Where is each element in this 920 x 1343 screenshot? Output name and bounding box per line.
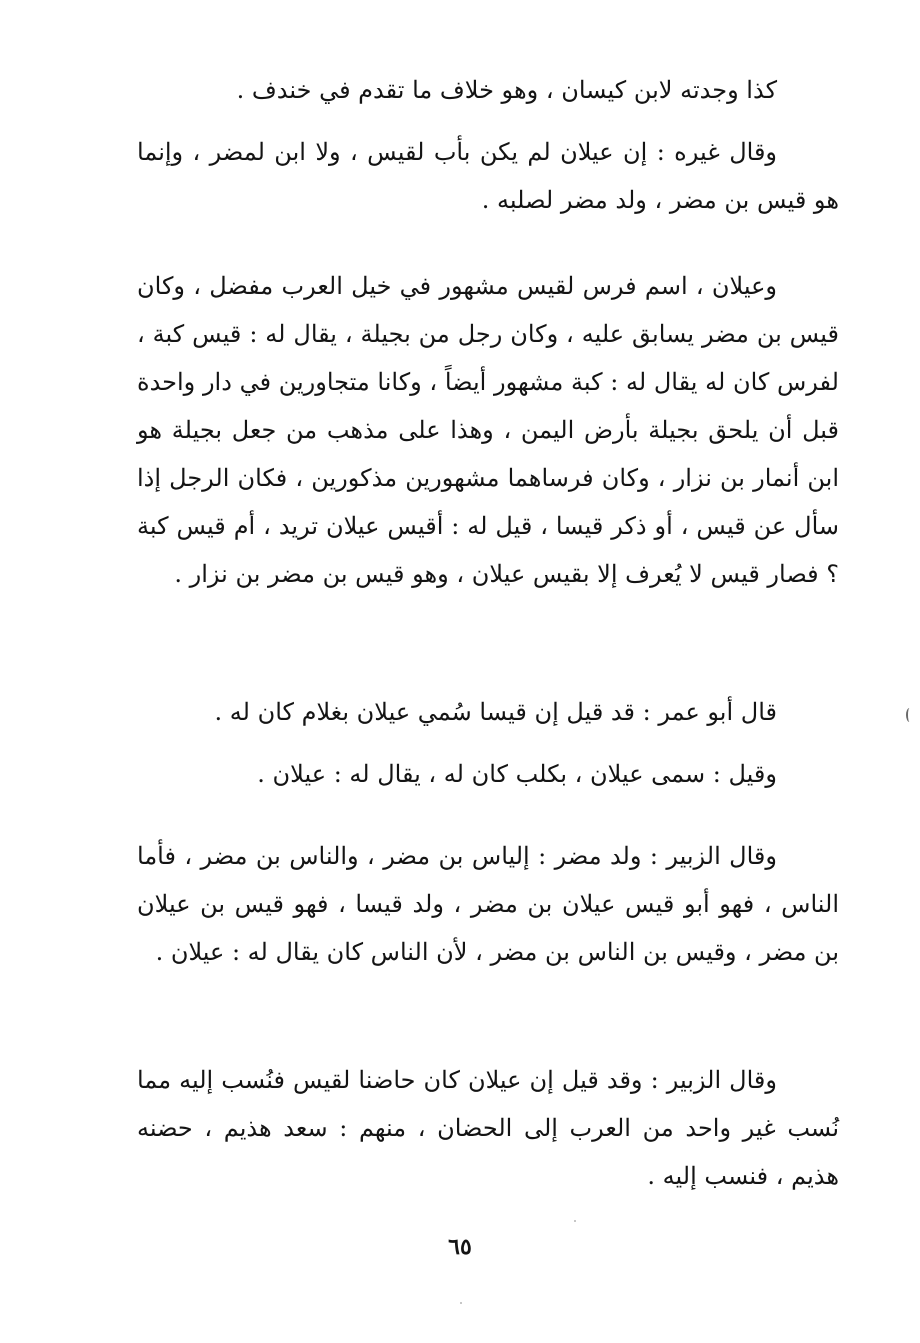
scan-speck: [574, 1220, 576, 1222]
paragraph-3: وعيلان ، اسم فرس لقيس مشهور في خيل العرب مفضل ، وكان قيس بن مضر يسابق عليه ، وكان رجل من بجيلة ، يقال له : قيس كبة ، لفرس كان له يقال له : كبة مشهور أيضاً ، وكانا متجاورين في دار واحدة قبل أن يلحق بجيلة بأرض اليمن ، وهذا على مذهب من جعل بجيلة هو ابن أنمار بن نزار ، وكان فرساهما مشهورين مذكورين ، فكان الرجل إذا سأل عن قيس ، أو ذكر قيسا ، قيل له : أقيس عيلان تريد ، أم قيس كبة ؟ فصار قيس لا يُعرف إلا بقيس عيلان ، وهو قيس بن مضر بن نزار .: [137, 272, 839, 588]
paragraph-1: كذا وجدته لابن كيسان ، وهو خلاف ما تقدم في خندف .: [236, 76, 777, 104]
page-number: ٦٥: [448, 1234, 472, 1260]
scan-speck: [460, 1302, 462, 1304]
paragraph-7: وقال الزبير : وقد قيل إن عيلان كان حاضنا لقيس فنُسب إليه مما نُسب غير واحد من العرب إلى الحضان ، منهم : سعد هذيم ، حضنه هذيم ، فنسب إليه .: [137, 1066, 839, 1190]
margin-mark: [906, 708, 913, 722]
paragraph-4: قال أبو عمر : قد قيل إن قيسا سُمي عيلان بغلام كان له .: [214, 698, 777, 726]
paragraph-5: وقيل : سمى عيلان ، بكلب كان له ، يقال له : عيلان .: [257, 760, 777, 788]
paragraph-6: وقال الزبير : ولد مضر : إلياس بن مضر ، والناس بن مضر ، فأما الناس ، فهو أبو قيس عيلان بن مضر ، ولد قيسا ، فهو قيس بن عيلان بن مضر ، وقيس بن الناس بن مضر ، لأن الناس كان يقال له : عيلان .: [137, 842, 839, 966]
paragraph-2: وقال غيره : إن عيلان لم يكن بأب لقيس ، ولا ابن لمضر ، وإنما هو قيس بن مضر ، ولد مضر لصلبه .: [137, 138, 839, 214]
